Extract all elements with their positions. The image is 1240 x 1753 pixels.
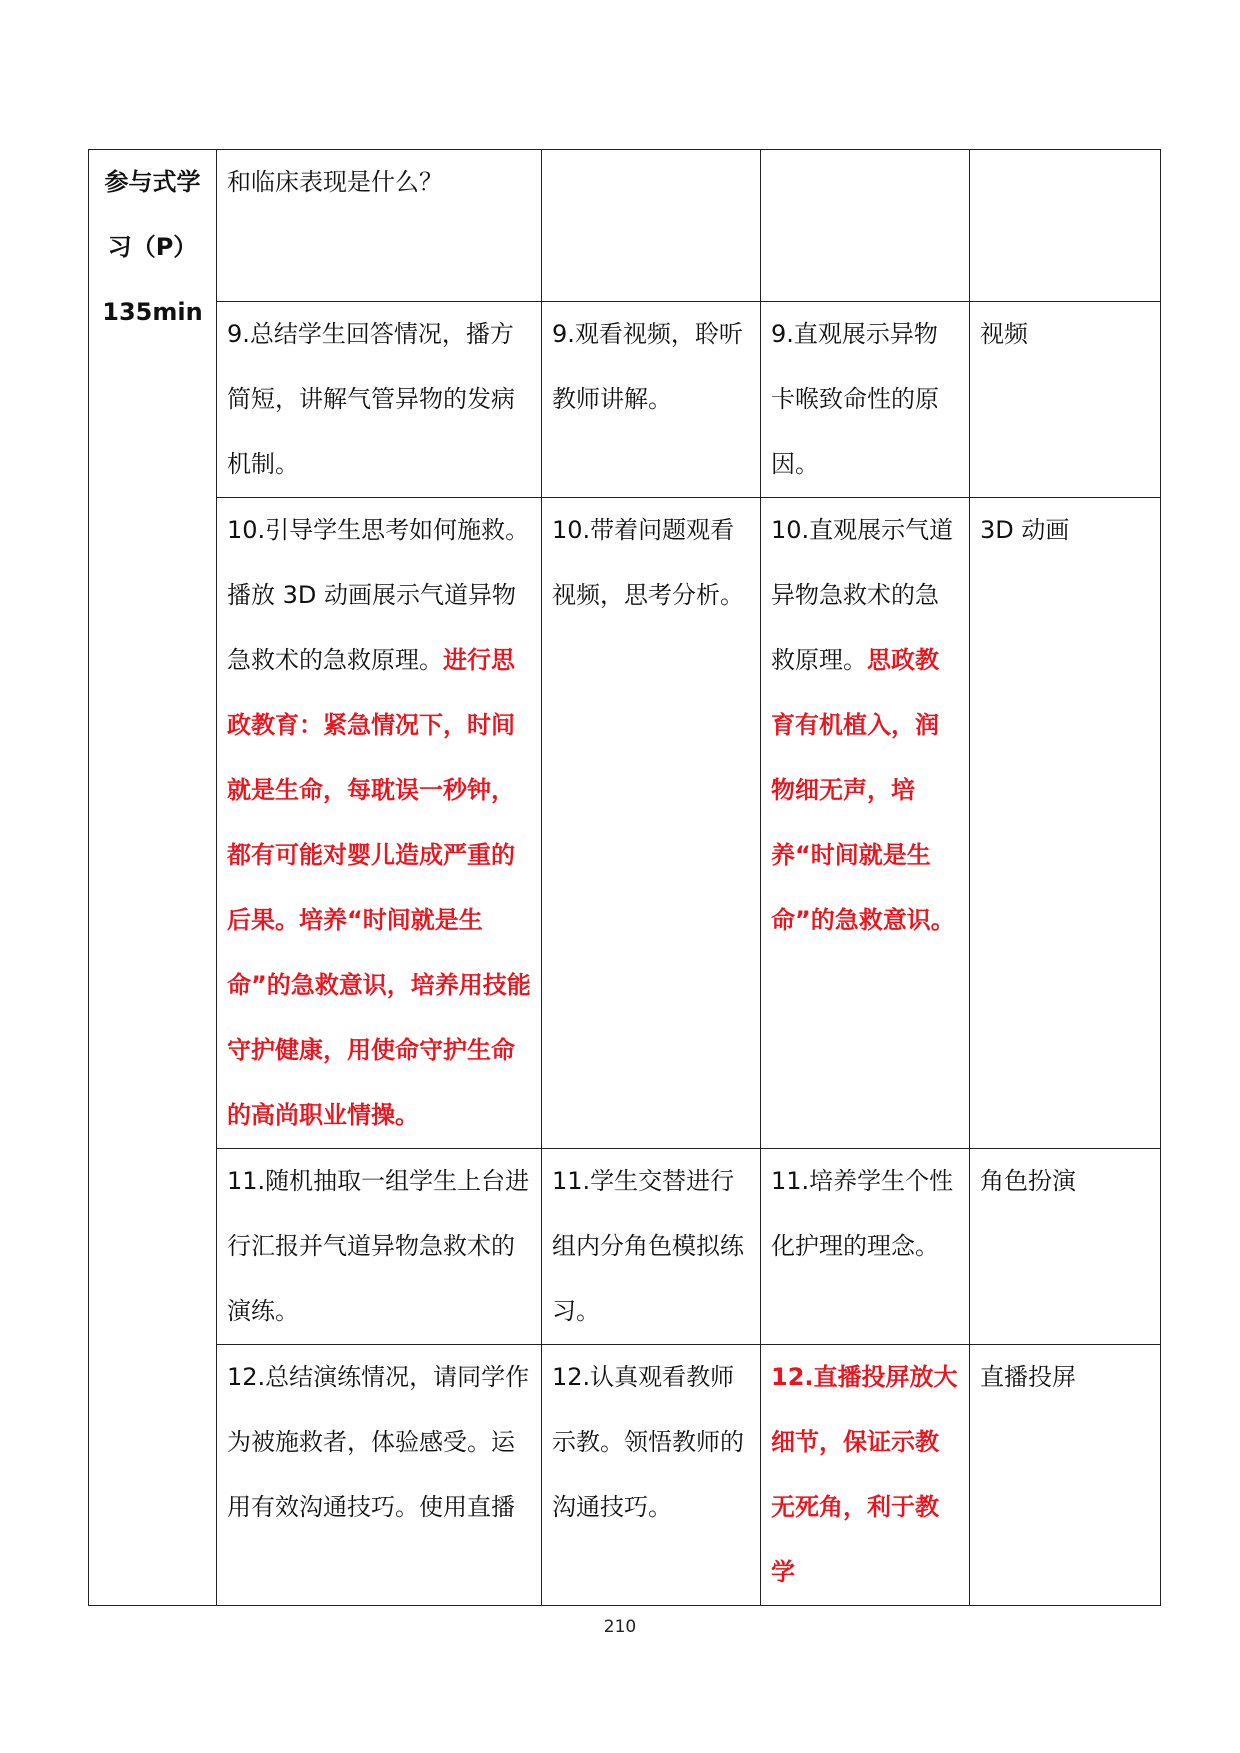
teacher-activity-cell: 11.随机抽取一组学生上台进行汇报并气道异物急救术的演练。 (217, 1149, 542, 1345)
student-activity-cell: 10.带着问题观看视频，思考分析。 (542, 498, 761, 1149)
student-activity-cell: 12.认真观看教师示教。领悟教师的沟通技巧。 (542, 1345, 761, 1606)
resource-cell (970, 150, 1161, 302)
teacher-activity-cell: 和临床表现是什么？ (217, 150, 542, 302)
phase-cell (89, 150, 217, 1606)
design-intent-cell: 10.直观展示气道异物急救术的急救原理。思政教育有机植入，润物细无声，培养“时间就是生命”的急救意识。 (761, 498, 970, 1149)
teacher-activity-cell: 10.引导学生思考如何施救。播放 3D 动画展示气道异物急救术的急救原理。进行思政教育：紧急情况下，时间就是生命，每耽误一秒钟，都有可能对婴儿造成严重的后果。培养“时间就是生命”的急救意识，培养用技能守护健康，用使命守护生命的高尚职业情操。 (217, 498, 542, 1149)
ideological-education-text: 思政教育有机植入，润物细无声，培养“时间就是生命”的急救意识。 (771, 646, 955, 934)
phase-label: 参与式学 (104, 168, 201, 196)
student-activity-cell (542, 150, 761, 302)
student-activity-cell: 11.学生交替进行组内分角色模拟练习。 (542, 1149, 761, 1345)
phase-duration: 135min (102, 298, 203, 326)
resource-cell: 角色扮演 (970, 1149, 1161, 1345)
table-row (89, 302, 1161, 498)
lesson-plan-table (88, 149, 1161, 1606)
table-row (89, 498, 1161, 1149)
table-row (89, 1345, 1161, 1606)
design-intent-cell: 9.直观展示异物卡喉致命性的原因。 (761, 302, 970, 498)
phase-label: 习（P） (107, 233, 198, 261)
design-intent-cell (761, 1345, 970, 1606)
ideological-education-text: 进行思政教育：紧急情况下，时间就是生命，每耽误一秒钟，都有可能对婴儿造成严重的后果。培养“时间就是生命”的急救意识，培养用技能守护健康，用使命守护生命的高尚职业情操。 (227, 646, 531, 1129)
resource-cell: 直播投屏 (970, 1345, 1161, 1606)
resource-cell: 视频 (970, 302, 1161, 498)
resource-cell: 3D 动画 (970, 498, 1161, 1149)
highlighted-intent-text: 12.直播投屏放大细节，保证示教无死角，利于教学 (771, 1363, 958, 1586)
student-activity-cell: 9.观看视频，聆听教师讲解。 (542, 302, 761, 498)
teacher-activity-cell: 12.总结演练情况，请同学作为被施救者，体验感受。运用有效沟通技巧。使用直播 (217, 1345, 542, 1606)
page-number: 210 (603, 1617, 637, 1637)
teacher-activity-cell: 9.总结学生回答情况，播方简短，讲解气管异物的发病机制。 (217, 302, 542, 498)
design-intent-cell (761, 150, 970, 302)
table-row (89, 1149, 1161, 1345)
table-row (89, 150, 1161, 302)
design-intent-cell: 11.培养学生个性化护理的理念。 (761, 1149, 970, 1345)
